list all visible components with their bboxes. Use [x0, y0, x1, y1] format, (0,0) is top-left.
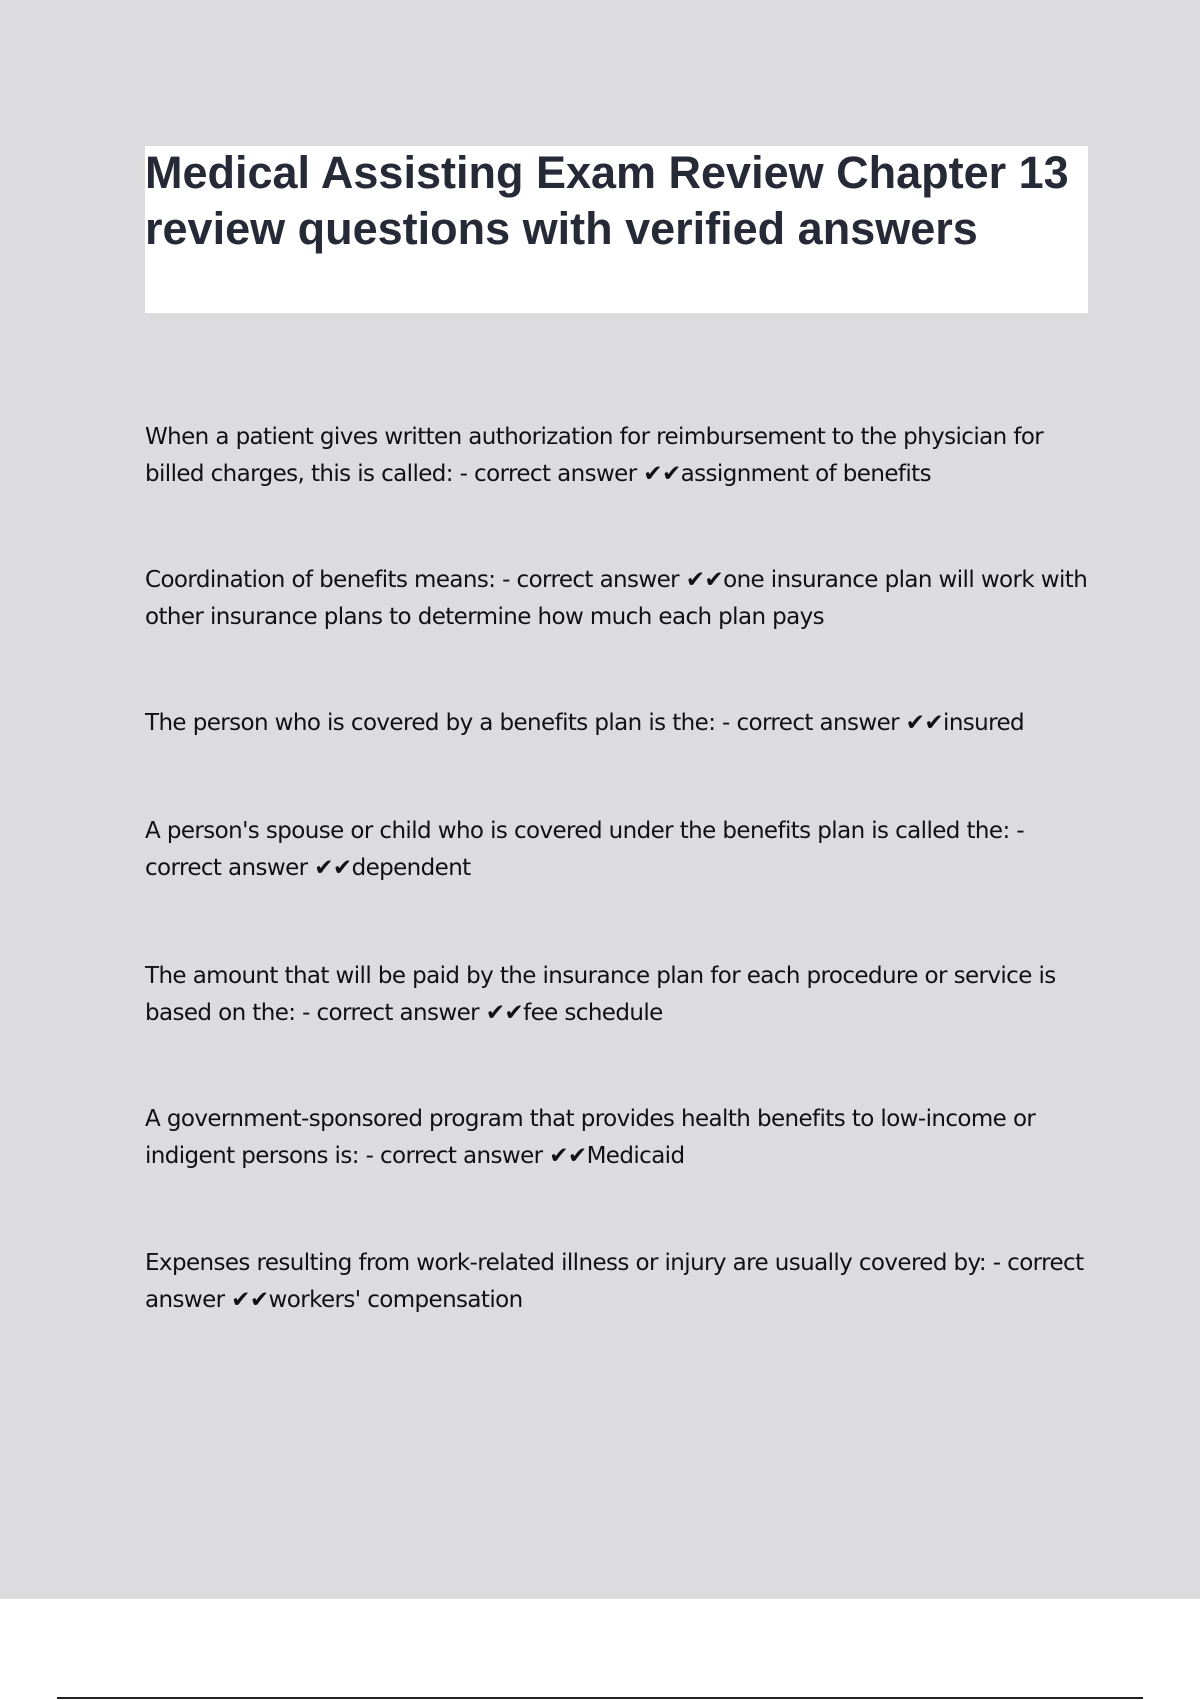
title-box: [145, 146, 1088, 313]
answer-text: Medicaid: [586, 1143, 685, 1169]
question-text: Coordination of benefits means: - correct answer ✔✔: [145, 567, 724, 593]
qa-item: [145, 958, 1095, 1032]
question-text: When a patient gives written authorization for reimbursement to the physician for billed charges, this is called: - correct answer ✔✔: [145, 424, 1044, 487]
qa-item: [145, 562, 1095, 636]
qa-item: [145, 1101, 1095, 1175]
document-title: Medical Assisting Exam Review Chapter 13 review questions with verified answers: [145, 147, 1069, 254]
question-text: A government-sponsored program that provides health benefits to low-income or indigent persons is: - correct answer ✔✔: [145, 1106, 1036, 1169]
question-text: The person who is covered by a benefits plan is the: - correct answer ✔✔: [145, 710, 944, 736]
qa-item: [145, 1245, 1095, 1319]
question-text: Expenses resulting from work-related illness or injury are usually covered by: - correct answer ✔✔: [145, 1250, 1084, 1313]
answer-text: dependent: [351, 855, 471, 881]
qa-item: [145, 419, 1095, 493]
qa-item: [145, 705, 1095, 742]
answer-text: insured: [943, 710, 1025, 736]
answer-text: fee schedule: [523, 1000, 663, 1026]
qa-item: [145, 813, 1095, 887]
footer-divider: [57, 1697, 1143, 1699]
answer-text: assignment of benefits: [680, 461, 931, 487]
answer-text: one insurance plan will work with other insurance plans to determine how much each plan pays: [145, 567, 1088, 630]
question-text: A person's spouse or child who is covered under the benefits plan is called the: - correct answer ✔✔: [145, 818, 1025, 881]
answer-text: workers' compensation: [268, 1287, 523, 1313]
question-text: The amount that will be paid by the insurance plan for each procedure or service is based on the: - correct answer ✔✔: [145, 963, 1056, 1026]
